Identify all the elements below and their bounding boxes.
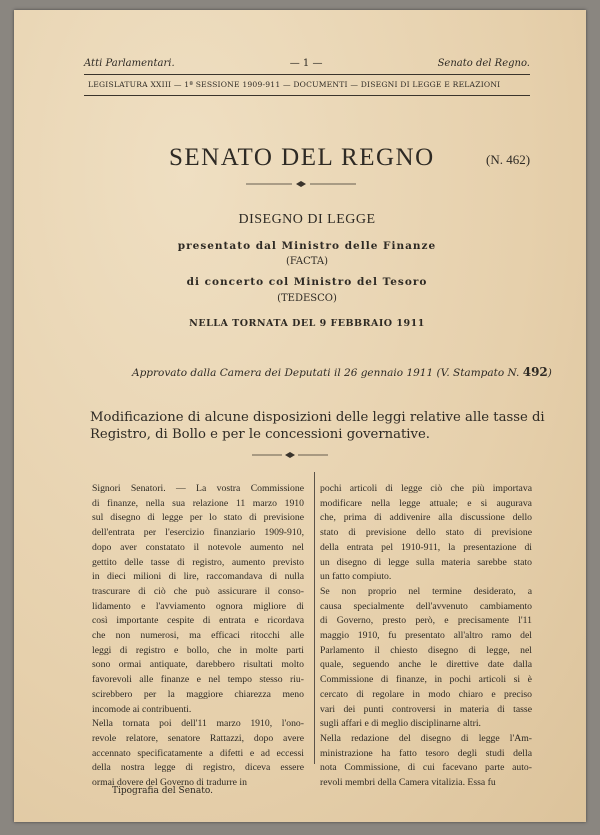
presented-by-name: (FACTA) bbox=[285, 256, 329, 267]
concert-line: di concerto col Ministro del Tesoro bbox=[186, 276, 428, 288]
text-line: modificare nella legge attuale; e si augurava bbox=[320, 497, 532, 509]
text-line: favorevoli alle finanze e nel tempo stesso riu- bbox=[92, 674, 304, 686]
text-line: un disegno di legge sulla materia sarebbe stato bbox=[320, 556, 532, 568]
series-rule bbox=[84, 95, 530, 96]
right-column bbox=[320, 482, 532, 791]
presented-by: presentato dal Ministro delle Finanze bbox=[177, 240, 437, 252]
subject-ornament bbox=[252, 451, 328, 459]
text-line: di finanze, nella sua relazione 11 marzo 1910 bbox=[92, 497, 304, 509]
stampato-number: 492 bbox=[522, 365, 548, 379]
column-divider bbox=[314, 472, 315, 764]
document-number: (N. 462) bbox=[486, 152, 531, 167]
text-line: sul disegno di legge per lo stato di previsione bbox=[92, 512, 304, 524]
text-line: vari dei punti controversi in materia di tasse bbox=[320, 703, 532, 715]
session-date: NELLA TORNATA DEL 9 FEBBRAIO 1911 bbox=[189, 318, 425, 329]
approval-close: ) bbox=[547, 367, 552, 379]
text-line: dell'entrata per l'esercizio finanziario 1909-910, bbox=[92, 527, 304, 539]
text-line: incomode ai contribuenti. bbox=[92, 703, 192, 715]
running-header bbox=[84, 58, 530, 69]
text-line: lidamento e l'avviamento ognora migliore di bbox=[92, 600, 304, 612]
text-line: nota Commissione, di cui facevano parte auto- bbox=[320, 762, 532, 774]
text-line: revole relatore, senatore Rattazzi, dopo avere bbox=[92, 732, 304, 744]
text-line: sono ormai antiquate, darebbero risultati molto bbox=[92, 659, 304, 671]
series-line: LEGISLATURA XXIII — 1ª SESSIONE 1909-911 — DOCUMENTI — DISEGNI DI LEGGE E RELAZIONI bbox=[88, 80, 501, 89]
text-line: ormai dovere del Governo di tradurre in bbox=[92, 777, 247, 789]
text-line: pochi articoli di legge ciò che più importava bbox=[320, 483, 532, 494]
document-title: SENATO DEL REGNO bbox=[169, 144, 435, 171]
text-line: della entrata pel 1910-911, la presentazione di bbox=[320, 541, 532, 553]
text-line: gettito delle tasse di registro, aumento previsto bbox=[92, 556, 304, 568]
text-line: un fatto compiuto. bbox=[320, 571, 392, 583]
text-line: ministrazione ha fatto tesoro degli studi della bbox=[320, 747, 532, 759]
text-line: cercato di regolare in modo chiaro e preciso bbox=[320, 688, 532, 700]
text-line: di Governo, presto però, e precisamente l'11 bbox=[320, 615, 532, 627]
text-line: Signori Senatori. — La vostra Commissione bbox=[92, 483, 304, 494]
left-column bbox=[92, 482, 304, 791]
text-line: in dieci milioni di lire, raccomandava di nulla bbox=[92, 571, 304, 583]
bill-subject: Modificazione di alcune disposizioni delle leggi relative alle tasse di Registro, di Bollo e per le concessioni governative. bbox=[90, 410, 545, 442]
header-right: Senato del Regno. bbox=[437, 58, 530, 69]
text-line: Se non proprio nel termine desiderato, a bbox=[320, 585, 532, 597]
approval-note bbox=[132, 365, 552, 379]
concert-name: (TEDESCO) bbox=[277, 293, 337, 304]
text-line: stato di previsione dello stato di previsione bbox=[320, 527, 532, 539]
text-line: della nostra legge di registro, diceva essere bbox=[92, 762, 304, 774]
text-line: Nella tornata poi dell'11 marzo 1910, l'ono- bbox=[92, 718, 304, 730]
header-rule bbox=[84, 74, 530, 75]
text-line: accennato specificatamente a difetti e ad eccessi bbox=[92, 747, 304, 759]
text-line: che non numerosi, ma efficaci ritocchi alle bbox=[92, 630, 304, 642]
title-ornament bbox=[246, 180, 356, 188]
text-line: che, prima di addivenire alla discussione dello bbox=[320, 512, 532, 524]
text-line: causa specialmente dell'avvenuto cambiamento bbox=[320, 600, 532, 612]
bill-heading: DISEGNO DI LEGGE bbox=[238, 212, 376, 227]
text-line: Commissione di finanze, in pochi articoli si è bbox=[320, 674, 532, 686]
text-line: maggio 1910, fu presentato all'altro ramo del bbox=[320, 630, 532, 642]
text-line: scirebbero per la maggiore chiarezza meno bbox=[92, 688, 304, 700]
page-number: — 1 — bbox=[289, 58, 323, 69]
text-line: quale, seguendo anche le direttive date dalla bbox=[320, 659, 532, 671]
approval-text: Approvato dalla Camera dei Deputati il 26 gennaio 1911 (V. Stampato N. bbox=[132, 367, 520, 379]
text-line: Nella redazione del disegno di legge l'Am- bbox=[320, 732, 532, 744]
text-line: dopo aver constatato il notevole aumento nel bbox=[92, 541, 304, 553]
text-line: così importante cespite di entrata e ricordava bbox=[92, 615, 304, 627]
header-left: Atti Parlamentari. bbox=[84, 58, 175, 69]
text-line: revoli membri della Camera vitalizia. Essa fu bbox=[320, 777, 496, 789]
text-line: Parlamento il chiesto disegno di legge, nel bbox=[320, 644, 532, 656]
printer-credit: Tipografia del Senato. bbox=[112, 786, 213, 796]
text-line: trascurare di ciò che può assicurare il conso- bbox=[92, 585, 304, 597]
document-page bbox=[14, 10, 586, 822]
text-line: leggi di registro e bollo, che in molte parti bbox=[92, 644, 304, 656]
text-line: sugli affari e di meglio disciplinarne altri. bbox=[320, 718, 481, 730]
